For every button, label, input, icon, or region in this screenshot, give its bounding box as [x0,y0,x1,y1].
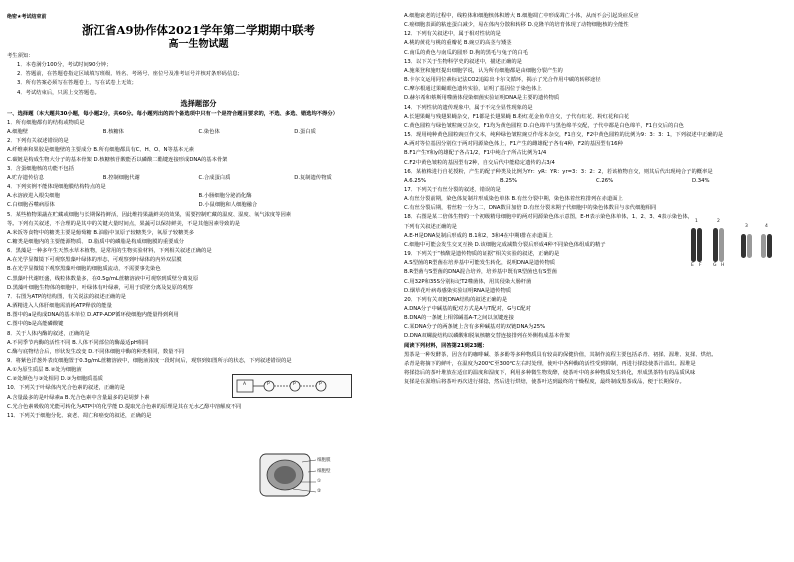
option-text: D.复制遗传物质 [294,174,332,181]
question-line: B.卡尔文运用同位素标记法CO2追踪出卡尔文循环，揭示了光合作用中碳的转移途径 [404,77,601,84]
question-line: 将揉捻后的茶叶堆放在适宜的温度和湿度下，利用多种微生物发酵，使茶叶中的多种物质发生转化，形成黑茶特有的品质风味 [404,370,696,377]
question-line: 14．下列性状的遗传现象中，属于不完全显性现象的是 [404,104,533,111]
question-line: 黑茶是一种发酵茶，因含有的咖啡碱、茶多酚等多种物质具有较高的保健价值，其制作流程主要包括杀青、初揉、渥堆、复揉、烘焙。 [404,351,717,358]
option-text: A.水溶液进入根尖细胞 [7,193,60,200]
notice-heading: 考生须知： [7,53,34,59]
question-line: B.R型菌与S型菌的DNA混合培养，培养基中既有R型菌也有S型菌 [404,269,557,276]
right-questions [404,12,788,387]
chrom-label-4: 4 [765,224,768,229]
question-line: 13．以下关于生物科学史的叙述中，描述正确的是 [404,58,522,65]
option-row [404,177,788,186]
option-row [7,174,390,183]
chrom-label-g: G [713,263,717,268]
chrom-label-3: 3 [745,224,748,229]
right-column [404,12,788,387]
option-text: C.白细胞吞噬病原体 [7,202,55,209]
question-line: C.②处颜色与③处相同 D.③为细胞质基质 [7,376,103,383]
question-line: 1．所有细胞都有的结构或物质是 [7,119,85,126]
question-line: C.细胞中可能会发生交叉互换 D.该细胞完成减数分裂后形成4种不同染色体组成的精子 [404,241,606,248]
cell-label-2: ② [317,489,322,494]
atp-structure-figure [232,374,352,398]
exam-title: 浙江省A9协作体2021学年第二学期期中联考 [82,23,315,37]
cell-label-wall: 细胞壁 [317,469,331,474]
question-line: 18．右图是某二倍体生物的一个初级精母细胞中的两对同源染色体示意图，E-H表示染色体单体，1、2、3、4表示染色体， [404,214,694,221]
option-text: D.蛋白质 [294,129,316,136]
part-one-heading: 一、选择题（本大题共30小题，每小题2分，共60分。每小题列出的四个备选项中只有一个是符合题目要求的，不选、多选、错选均不得分） [7,110,338,117]
question-line: A.有丝分裂前期，染色体复制并形成染色单体 B.有丝分裂中期，染色体着丝粒排列在赤道面上 [404,196,623,203]
question-line: A.纤维素和果胶是细胞壁的主要成分 B.所有细胞都具有C、H、O、N等基本元素 [7,147,194,154]
question-line: 5．某些植物果蔬在贮藏或细胞与长期保持鲜活，因此维持果蔬鲜美的效果，需要控制贮藏的温度、湿度、氧气浓度等因素 [7,211,292,218]
confidential-label: 绝密★考试结束前 [7,14,47,20]
question-line: C.南瓜的黄色与南瓜的圆形 D.狗的黑毛与兔子的白毛 [404,49,529,56]
option-row [7,192,390,201]
option-text: B.小肠细胞分泌消化酶 [198,193,252,200]
question-line: A.DNA分子中碱基的配对方式是A与T配对，G与C配对 [404,306,531,312]
question-line: A.在光学显微镜下可观察黑藻叶绿体的形态，可观察到叶绿体的内外双层膜 [7,257,182,264]
question-line: 6．黑藻是一种多年生天然水草本植物，是常用的生物实验材料，下列相关叙述正确的是 [7,248,212,255]
question-line: 3．含蛋细胞核的功能不包括 [7,165,74,172]
chromosome-figure [683,218,783,270]
option-text: A.6.25% [404,177,427,184]
plasmolysis-cell-figure [258,452,338,498]
question-line: 杀青是将摘下的鲜叶，在温度为200℃至300℃左右时处理，使叶中各种酶的活性受到抑制，再进行揉捻使茶汁溢出。渥堆是 [404,360,696,367]
question-line: C.用32P和35S分别标记T2噬菌体，用其侵染大肠杆菌 [404,278,532,285]
question-line: B.在光学显微镜下观察黑藻叶细胞的细胞质流动，不需要事先染色 [7,266,161,273]
question-line: C.癌细胞表面的粘连蛋白减少，易在体内分散和转移 D.克隆羊的培育体现了动物细胞核的全能性 [404,22,629,29]
left-column [7,12,390,421]
question-line: A.米饭等食物中的糖类主要是葡萄糖 B.油脂中氢原子较糖类少，氧原子较糖类多 [7,229,195,236]
atp-diagram [233,375,351,397]
option-text: B.25% [500,177,518,184]
atp-label-a: A [243,382,247,387]
question-line: B.图中的a是构成DNA的基本单位 D.ATP-ADP循环使细胞内能量得到利用 [7,312,179,319]
question-line: C.F2中黄色皱粒的基因型有2种，自交后代中能稳定遗传的占3/4 [404,159,555,166]
question-line: 16．某植株进行自花授粉，产生的配子种类及比例为Yr：yR：YR：yr=3：3：2：2，若该植物自交，则其后代出现纯合子的概率是 [404,168,713,175]
question-line: 11．下列关于细胞分化、衰老、凋亡和癌变的叙述，正确的是 [7,412,152,419]
question-line: C.有丝分裂后期，着丝粒一分为二，DNA数目加倍 D.有丝分裂末期子代细胞中的染色体数目与亲代细胞相同 [404,205,657,212]
section-title: 选择题部分 [180,98,217,108]
chrom-label-1: 1 [695,219,698,224]
chrom-label-h: H [721,263,725,268]
notice-list [7,61,390,98]
atp-label-p3: P [319,382,322,387]
question-line: B.DNA的一条链上相邻碱基A-T之间以氢键连接 [404,315,514,322]
question-line: 复揉是在渥堆后将茶叶再次进行揉捻，然后进行烘焙，使茶叶达到最终的干燥程度，最终制成黑茶成品，便于长期保存。 [404,379,685,386]
question-line: C.黑藻叶代谢旺盛，线粒体数量多，在0.5g/mL蔗糖溶液中可观察到质壁分离复原 [7,275,199,282]
question-line: 阅读下列材料，回答第21到23题： [404,342,488,349]
option-text: C.合成蛋白质 [198,174,231,181]
exam-subtitle: 高一生物试题 [168,39,229,50]
option-text: B.控制细胞代谢 [102,174,140,181]
option-row [7,128,390,137]
cell-label-1: ① [317,479,322,484]
notice-item: 3．所有答案必须写在答题卷上，写在试卷上无效； [17,80,137,87]
question-line: D.赫尔希和蔡斯用噬菌体侵染细菌实验证明DNA是主要的遗传物质 [404,95,560,102]
question-line: C.酶与底物结合后，形状发生改变 D.不同体细胞中酶的种类相同，数量不同 [7,348,185,355]
question-line: A.S型菌的R型菌在培养基中可能发生转化，说明DNA是遗传物质 [404,260,556,267]
question-line: C.摩尔根通过果蝇眼色遗传实验，证明了基因位于染色体上 [404,86,542,93]
question-line: 10．下列关于叶绿体内光合色素的叙述，正确的是 [7,385,125,392]
question-line: 19．下列关于“核酸是遗传物质的证据”相关实验的叙述，正确的是 [404,251,560,258]
question-line: C.光合色素吸收的光能可转化为ATP中的化学能 D.提取光合色素的原理是其在无水乙醇中溶解度不同 [7,403,242,410]
question-line: D.黑藻叶细胞生物体的细胞中，叶绿体有叶绿素，可用于质壁分离及复原的观察 [7,284,193,291]
question-line: D.烟草花叶病毒感染实验证明RNA是遗传物质 [404,287,512,294]
notice-item: 4．考试结束后，只需上交答题卷。 [17,89,100,96]
chrom-label-e: E [691,263,694,268]
question-line: 下列有关叙述正确的是 [404,223,457,230]
chromosome-diagram [683,218,783,270]
cell-label-membrane: 细胞膜 [317,458,331,463]
question-line: D.DNA双螺旋结构以磷酸和脱氧核糖交替连接排列在外侧构成基本骨架 [404,333,570,340]
option-row [7,201,390,210]
question-line: 12．下列有关叙述中，属于相对性状的是 [404,31,501,38]
option-text: D.小鼠细胞和人细胞融合 [198,202,258,209]
notice-item: 2．答题前，在答题卷指定区域填写班级、姓名、考场号、座位号及准考证号并核对条形码信息； [17,71,243,78]
chrom-label-f: F [699,263,702,268]
question-line: A.不同季节内酶的活性不同 B.人体不同部位的酶最适pH相同 [7,339,149,346]
question-line: 等。下列有关叙述，不合理的是其中的关键大量时间点，果蔬可以保持鲜美，不是其他因素导致的是 [7,220,241,227]
option-text: C.染色体 [198,129,220,136]
option-text: C.26% [596,177,614,184]
question-line: A.含量最多的是叶绿素a B.光合色素中含量最多的是胡萝卜素 [7,394,150,401]
question-line: A.①为原生质层 B.②处为细胞液 [7,367,82,374]
option-text: B.核糖体 [102,129,124,136]
question-line: 20．下列有关双链DNA结构的叙述正确的是 [404,296,508,303]
question-line: B.F1产生Y和y的雄配子各占1/2，F1中纯合子所占比例为1/4 [404,150,547,157]
option-text: A.细胞壁 [7,129,29,136]
atp-label-p2: P [293,382,296,387]
question-line: C.糖类是细胞内的主要能源物质、 D.脂质中的磷脂是构成细胞膜的重要成分 [7,238,185,245]
question-line: A.两对等位基因分别位于两对同源染色体上，F1产生的雌雄配子各有4种，F2的基因型有16种 [404,141,623,148]
question-line: 17．下列关于有丝分裂的叙述，错误的是 [404,186,501,193]
question-line: A.E-H是DNA复制后形成的 B.1和2，3和4在中期Ⅰ排在赤道面上 [404,232,553,239]
question-line: C.碳链是构成生物大分子的基本骨架 D.核糖核苷酸能否以磷酸二酯键连接形成DNA的基本骨架 [7,156,228,163]
question-line: 4．下列实例不能体现细胞膜结构特点的是 [7,184,106,191]
question-line: C.黄色圆粒与绿色皱粒豌豆杂交，F1均为黄色圆粒 D.白色绵羊与黑色绵羊交配，子代中都是白色绵羊，F1自交后的白色 [404,122,684,129]
option-text: A.贮存遗传信息 [7,174,44,181]
question-line: A.施莱登和施旺提出细胞学说，认为所有细胞都是由细胞分裂产生的 [404,67,563,74]
question-line: C.图中的b是高能磷酸键 [7,321,64,328]
option-text: D.34% [692,177,710,184]
question-line: A.长翅果蝇与残翅果蝇杂交，F1都是长翅果蝇 B.粉红花金鱼草自交，子代有红花、粉红花和白花 [404,113,630,120]
question-line: 15．现用纯种黄色圆粒豌豆作父本，纯种绿色皱粒豌豆作母本杂交，F1自交，F2中黄色圆粒的比例为9：3：3：1，下列叙述中正确的是 [404,132,724,139]
question-line: A.桃的黄花与桃的重瓣花 B.豌豆的高茎与矮茎 [404,40,512,47]
question-line: C.某DNA分子的两条链上含有多种碱基对的双链DNA为25% [404,324,546,331]
chrom-label-2: 2 [717,219,720,224]
question-line: A.酒精进入人体肝细胞需消耗ATP释放的能量 [7,303,112,310]
question-line: 2．下列有关叙述错误的是 [7,138,69,145]
question-line: 7．右图为ATP的结构图，有关说法的叙述正确的是 [7,293,126,300]
question-line: A.细胞衰老的过程中，线粒体和细胞核体积增大 B.细胞凋亡中形成凋亡小体，从而不会引起炎症反应 [404,13,639,19]
question-line: 9．将紫色洋葱外表皮细胞置于0.3g/mL蔗糖溶液中，细胞液浓度一段时间后，观察到如图所示的状态，下列叙述错误的是 [7,358,292,364]
question-line: 8．关于人体内酶的叙述，正确的是 [7,330,90,337]
atp-label-p1: P [267,382,270,387]
notice-item: 1．本卷满分100分，考试时间90分钟； [17,62,112,69]
